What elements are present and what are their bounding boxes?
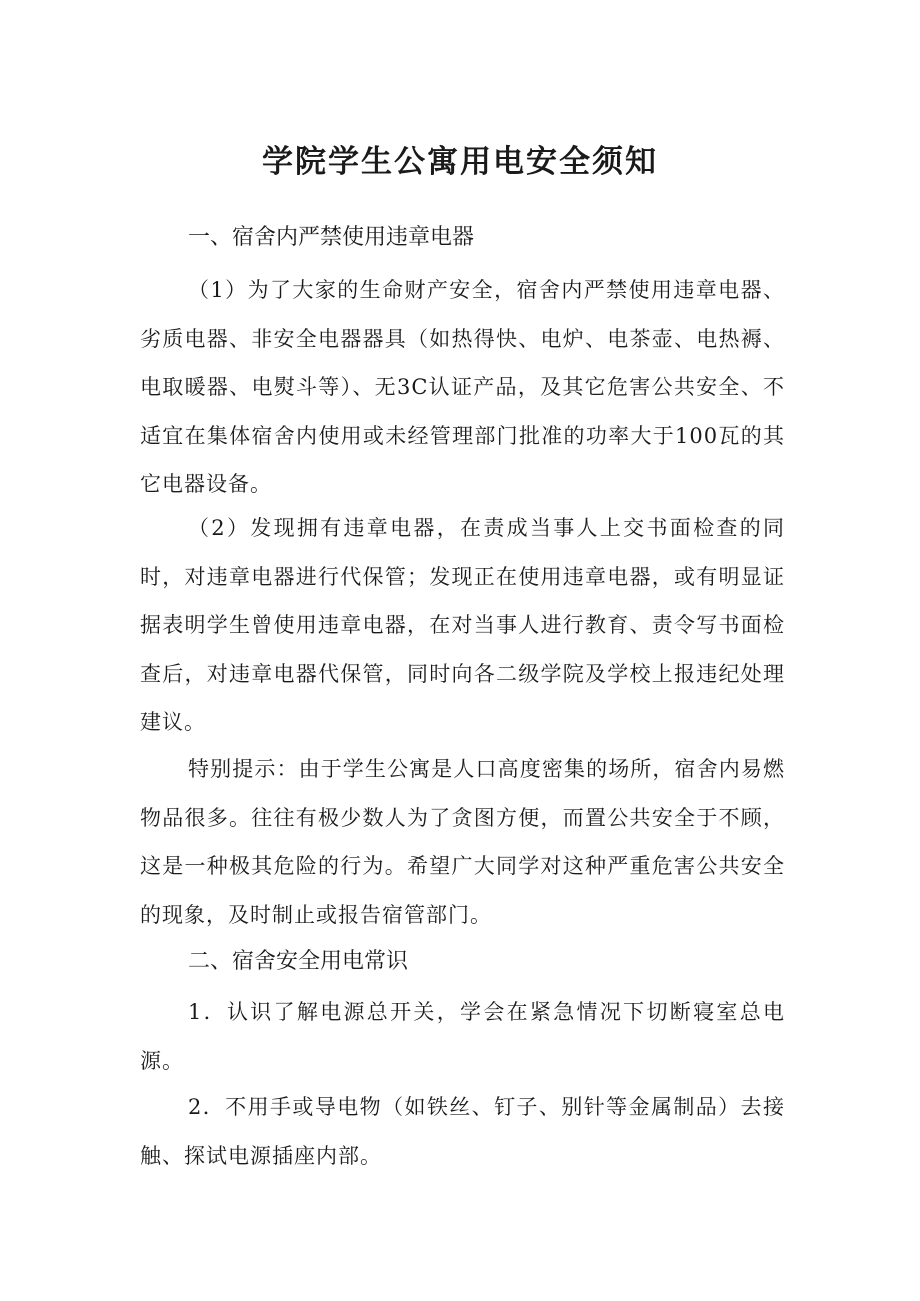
section-1-heading: 一、宿舍内严禁使用违章电器 xyxy=(188,225,475,250)
section-2-heading: 二、宿舍安全用电常识 xyxy=(188,949,409,974)
section-2-paragraph-1: 1．认识了解电源总开关，学会在紧急情况下切断寝室总电源。 xyxy=(140,1000,785,1073)
document-title: 学院学生公寓用电安全须知 xyxy=(262,144,658,180)
section-1-paragraph-1: （1）为了大家的生命财产安全，宿舍内严禁使用违章电器、劣质电器、非安全电器器具（如热得快、电炉、电茶壶、电热褥、电取暖器、电熨斗等）、无3C认证产品，及其它危害公共安全、不适宜在集体宿舍内使用或未经管理部门批准的功率大于100瓦的其它电器设备。 xyxy=(140,278,785,496)
section-2-paragraph-2: 2．不用手或导电物（如铁丝、钉子、别针等金属制品）去接触、探试电源插座内部。 xyxy=(140,1095,785,1168)
section-1-paragraph-2: （2）发现拥有违章电器，在责成当事人上交书面检查的同时，对违章电器进行代保管；发现正在使用违章电器，或有明显证据表明学生曾使用违章电器，在对当事人进行教育、责令写书面检查后，对违章电器代保管，同时向各二级学院及学校上报违纪处理建议。 xyxy=(140,516,785,734)
special-notice-paragraph: 特别提示：由于学生公寓是人口高度密集的场所，宿舍内易燃物品很多。往往有极少数人为了贪图方便，而置公共安全于不顾，这是一种极其危险的行为。希望广大同学对这种严重危害公共安全的现象，及时制止或报告宿管部门。 xyxy=(140,757,785,927)
